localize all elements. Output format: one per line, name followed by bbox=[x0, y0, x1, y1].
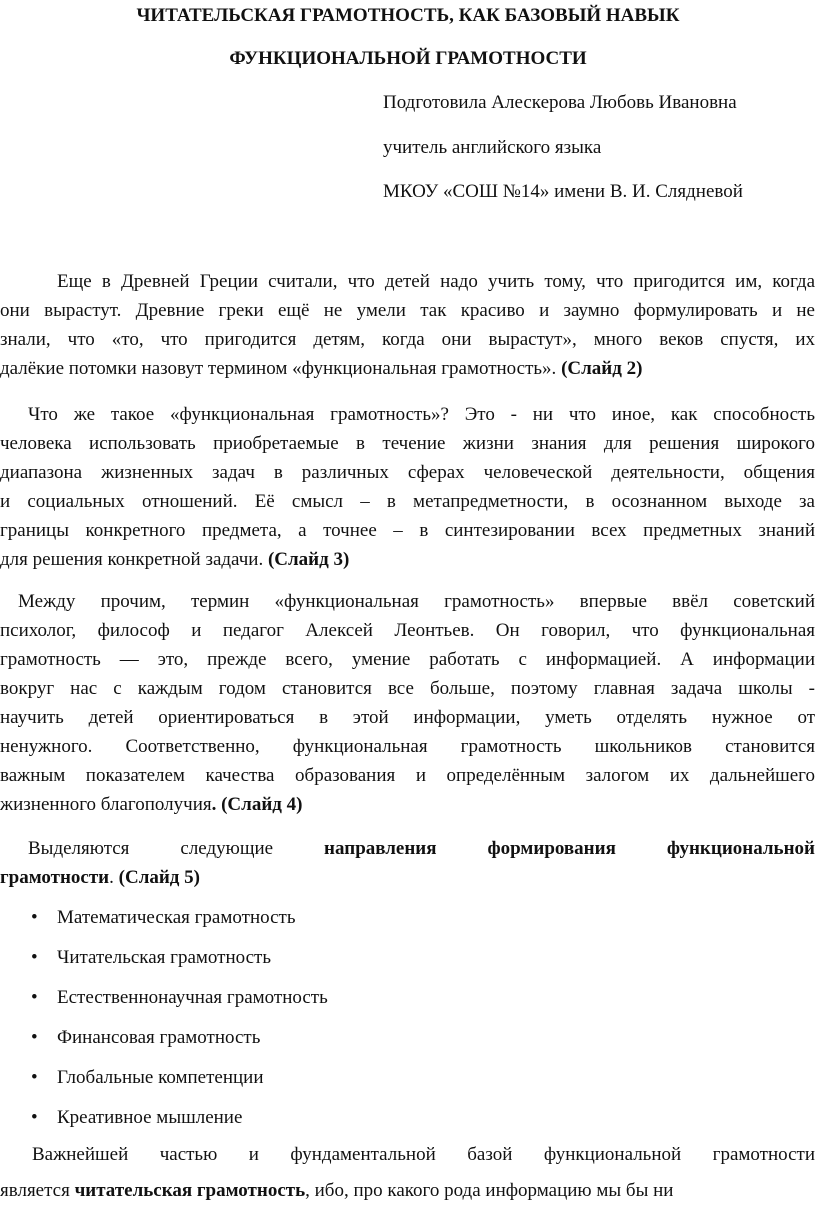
text: жизненного благополучия bbox=[0, 794, 212, 815]
list-item-text: Креативное мышление bbox=[57, 1107, 243, 1128]
list-item-text: Читательская грамотность bbox=[57, 947, 272, 968]
text: человека использовать приобретаемые в течение жизни знания для решения широкого bbox=[0, 433, 815, 454]
text: Что же такое «функциональная грамотность»? Это - ни что иное, как способность bbox=[28, 404, 815, 425]
bullet-icon: • bbox=[31, 987, 38, 1008]
text: Важнейшей частью и фундаментальной базой функциональной грамотности bbox=[32, 1144, 815, 1165]
text-line bbox=[0, 674, 815, 703]
text: диапазона жизненных задач в различных сферах человеческой деятельности, общения bbox=[0, 462, 815, 483]
text: Между прочим, термин «функциональная грамотность» впервые ввёл советский bbox=[18, 591, 815, 612]
text-line bbox=[0, 296, 815, 325]
author-name: Подготовила Алескерова Любовь Ивановна bbox=[383, 92, 737, 113]
text: для решения конкретной задачи. bbox=[0, 549, 268, 570]
bold-text: читательская грамотность bbox=[74, 1180, 306, 1201]
bold-text: грамотности bbox=[0, 867, 110, 888]
text-line bbox=[0, 790, 815, 819]
list-item-text: Естественнонаучная грамотность bbox=[57, 987, 328, 1008]
text-line bbox=[0, 325, 815, 354]
text: грамотность — это, прежде всего, умение работать с информацией. А информации bbox=[0, 649, 815, 670]
bold-text: (Слайд 5) bbox=[118, 867, 200, 888]
bullet-list bbox=[0, 898, 328, 1138]
paragraph bbox=[0, 587, 815, 819]
text: является bbox=[0, 1180, 75, 1201]
list-item-text: Финансовая грамотность bbox=[57, 1027, 261, 1048]
bold-text: направления формирования функциональной bbox=[324, 838, 815, 859]
author-position: учитель английского языка bbox=[383, 136, 602, 158]
bold-text: . (Слайд 4) bbox=[211, 794, 303, 815]
list-item bbox=[0, 978, 328, 1018]
title-line: ЧИТАТЕЛЬСКАЯ ГРАМОТНОСТЬ, КАК БАЗОВЫЙ НАВЫК bbox=[136, 5, 680, 26]
bold-text: (Слайд 3) bbox=[267, 549, 350, 570]
list-item bbox=[0, 1098, 328, 1138]
bullet-icon: • bbox=[31, 1027, 38, 1048]
text-line bbox=[0, 732, 815, 761]
list-item-text: Математическая грамотность bbox=[57, 907, 296, 928]
list-item-text: Глобальные компетенции bbox=[57, 1067, 264, 1088]
text: знали, что «то, что пригодится детям, когда они вырастут», много веков спустя, их bbox=[0, 329, 815, 350]
text-line bbox=[0, 703, 815, 732]
text: , ибо, про какого рода информацию мы бы ни bbox=[305, 1180, 674, 1201]
text-line bbox=[0, 616, 815, 645]
text: Выделяются следующие bbox=[28, 838, 325, 859]
text-line bbox=[0, 545, 815, 574]
text-line bbox=[0, 1173, 815, 1209]
text: . bbox=[109, 867, 119, 888]
text: важным показателем качества образования и определённым залогом их дальнейшего bbox=[0, 765, 815, 786]
text-line bbox=[0, 458, 815, 487]
text-line bbox=[0, 354, 815, 383]
text-line bbox=[0, 834, 815, 863]
bullet-icon: • bbox=[31, 947, 38, 968]
text: научить детей ориентироваться в этой информации, уметь отделять нужное от bbox=[0, 707, 815, 728]
list-item bbox=[0, 898, 328, 938]
author-block bbox=[383, 81, 743, 215]
list-item bbox=[0, 1018, 328, 1058]
text: Еще в Древней Греции считали, что детей надо учить тому, что пригодится им, когда bbox=[57, 271, 815, 292]
text: они вырастут. Древние греки ещё не умели так красиво и заумно формулировать и не bbox=[0, 300, 815, 321]
text-line bbox=[0, 267, 815, 296]
text-line bbox=[0, 761, 815, 790]
paragraph bbox=[0, 267, 815, 383]
author-school: МКОУ «СОШ №14» имени В. И. Слядневой bbox=[383, 181, 743, 202]
text: и социальных отношений. Её смысл – в метапредметности, в осознанном выходе за bbox=[0, 491, 815, 512]
text-line bbox=[0, 645, 815, 674]
text-line bbox=[0, 587, 815, 616]
bullet-icon: • bbox=[31, 1067, 38, 1088]
text: ненужного. Соответственно, функциональная грамотность школьников становится bbox=[0, 736, 815, 757]
title-line: ФУНКЦИОНАЛЬНОЙ ГРАМОТНОСТИ bbox=[229, 48, 587, 69]
text-line bbox=[0, 516, 815, 545]
text: далёкие потомки назовут термином «функциональная грамотность». bbox=[0, 358, 562, 379]
bullet-icon: • bbox=[31, 1107, 38, 1128]
text-line bbox=[0, 1137, 815, 1173]
bullet-icon: • bbox=[31, 907, 38, 928]
text-line bbox=[0, 487, 815, 516]
text-line bbox=[0, 863, 815, 892]
text-line bbox=[0, 400, 815, 429]
text: вокруг нас с каждым годом становится все больше, поэтому главная задача школы - bbox=[0, 678, 815, 699]
document-title bbox=[0, 0, 816, 80]
bold-text: (Слайд 2) bbox=[561, 358, 643, 379]
paragraph bbox=[0, 834, 815, 892]
text: психолог, философ и педагог Алексей Леонтьев. Он говорил, что функциональная bbox=[0, 620, 815, 641]
text: границы конкретного предмета, а точнее – в синтезировании всех предметных знаний bbox=[0, 520, 815, 541]
list-item bbox=[0, 1058, 328, 1098]
final-paragraph bbox=[0, 1137, 815, 1209]
text-line bbox=[0, 429, 815, 458]
list-item bbox=[0, 938, 328, 978]
paragraph bbox=[0, 400, 815, 574]
